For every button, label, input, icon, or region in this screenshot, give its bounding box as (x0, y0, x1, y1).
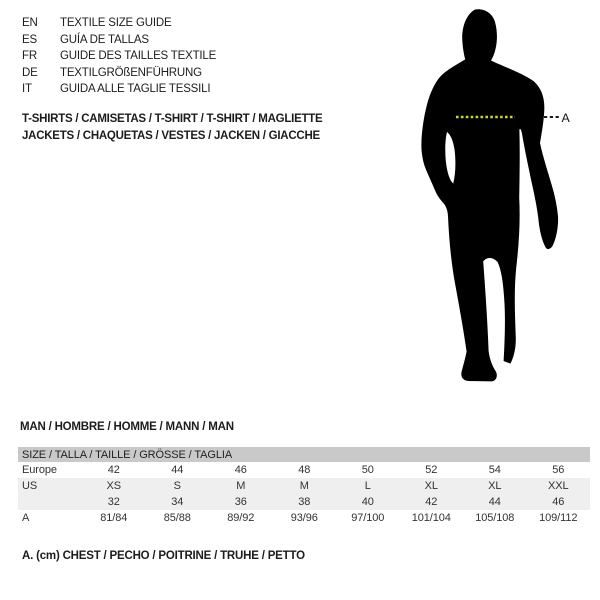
size-cell: 105/108 (475, 512, 515, 524)
measurement-footnote: A. (cm) CHEST / PECHO / POITRINE / TRUHE / PETTO (22, 550, 305, 562)
size-cell: 44 (171, 464, 184, 476)
size-cell: 46 (552, 496, 565, 508)
size-cell: S (173, 480, 181, 492)
size-cell: 89/92 (227, 512, 255, 524)
language-row-en (22, 17, 216, 34)
size-table-header: SIZE / TALLA / TAILLE / GRÖSSE / TAGLIA (18, 447, 590, 462)
language-row-es (22, 34, 216, 51)
size-cell: L (364, 480, 371, 492)
row-label-blank (18, 494, 82, 510)
language-code: DE (22, 66, 38, 79)
row-label-a: A (22, 512, 30, 524)
size-cell: 38 (298, 496, 311, 508)
size-cell: 54 (488, 464, 501, 476)
size-cell: 42 (107, 464, 120, 476)
size-table (18, 447, 590, 526)
size-cell: 46 (234, 464, 247, 476)
size-cell: 50 (361, 464, 374, 476)
table-row-numeric (18, 494, 590, 510)
size-cell: 101/104 (411, 512, 451, 524)
size-cell: 97/100 (351, 512, 385, 524)
size-cell: 48 (298, 464, 311, 476)
size-cell: XL (488, 480, 502, 492)
language-row-fr (22, 50, 216, 67)
man-silhouette-figure (390, 0, 600, 420)
category-line-jackets: JACKETS / CHAQUETAS / VESTES / JACKEN / GIACCHE (22, 130, 320, 143)
gender-section-title: MAN / HOMBRE / HOMME / MANN / MAN (20, 421, 234, 433)
size-cell: 32 (107, 496, 120, 508)
size-cell: XS (106, 480, 121, 492)
language-title: GUÍA DE TALLAS (60, 33, 149, 46)
size-cell: 52 (425, 464, 438, 476)
language-row-de (22, 67, 216, 84)
size-cell: M (236, 480, 246, 492)
size-cell: 44 (488, 496, 501, 508)
language-title: GUIDE DES TAILLES TEXTILE (60, 50, 217, 63)
size-cell: 56 (552, 464, 565, 476)
size-cell: XXL (548, 480, 569, 492)
table-row-chest-a (18, 510, 590, 526)
row-label-europe: Europe (22, 464, 57, 476)
man-silhouette (421, 9, 558, 381)
row-label-us: US (22, 480, 38, 492)
table-row-europe (18, 462, 590, 478)
language-code: ES (22, 33, 37, 46)
language-code: EN (22, 17, 38, 29)
size-cell: 93/96 (290, 512, 318, 524)
size-cell: XL (424, 480, 438, 492)
garment-categories (22, 111, 322, 146)
size-cell: M (299, 480, 309, 492)
size-cell: 85/88 (163, 512, 191, 524)
size-table-header-row (18, 447, 590, 462)
size-cell: 42 (425, 496, 438, 508)
language-title: TEXTILE SIZE GUIDE (60, 17, 172, 29)
size-cell: 34 (171, 496, 184, 508)
category-line-tshirts: T-SHIRTS / CAMISETAS / T-SHIRT / T-SHIRT / MAGLIETTE (22, 113, 323, 125)
table-row-us (18, 478, 590, 494)
size-cell: 81/84 (100, 512, 128, 524)
language-title: GUIDA ALLE TAGLIE TESSILI (60, 83, 211, 96)
language-code: IT (22, 83, 32, 96)
language-row-it (22, 83, 216, 100)
size-cell: 109/112 (539, 512, 578, 524)
language-list (22, 17, 216, 100)
measure-label-a: A (561, 110, 570, 125)
language-code: FR (22, 50, 37, 63)
size-cell: 40 (361, 496, 374, 508)
language-title: TEXTILGRÖßENFÜHRUNG (60, 66, 202, 79)
size-cell: 36 (234, 496, 247, 508)
